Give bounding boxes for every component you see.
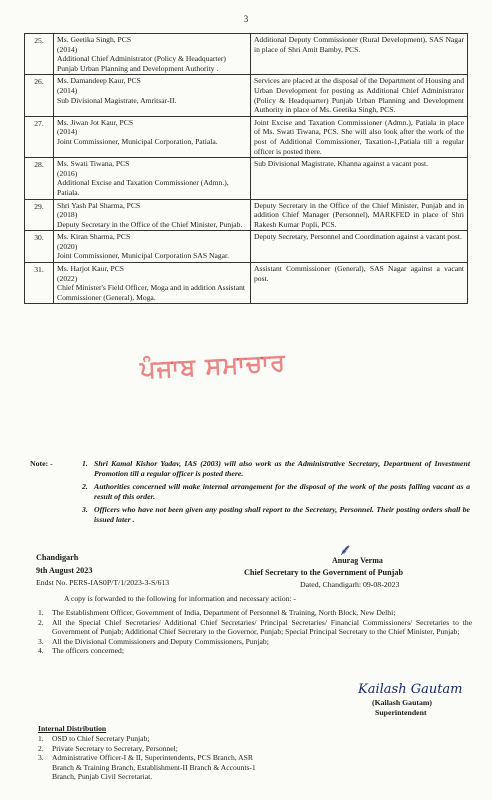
- dated-line: Dated, Chandigarh: 09-08-2023: [300, 580, 400, 589]
- serial-number: 31.: [34, 265, 44, 275]
- officer-line: Additional Chief Administrator (Policy & Headquarter) Punjab Urban Planning and Development Authority .: [57, 54, 226, 73]
- notes-section: [30, 459, 470, 528]
- officer-line: Joint Commissioner, Municipal Corporation, Patiala.: [57, 136, 218, 146]
- table-row: [25, 263, 468, 304]
- notes-label: Note: -: [30, 459, 53, 468]
- table-row: [25, 231, 468, 263]
- table-row: [25, 199, 468, 231]
- distribution-number: 4.: [38, 646, 44, 656]
- officer-line: Deputy Secretary in the Office of the Chief Minister, Punjab.: [57, 219, 243, 229]
- table-row: [25, 34, 468, 75]
- posting-detail: Services are placed at the disposal of the Department of Housing and Urban Development for posting as Additional Chief Administrator (Policy & Headquarter) Punjab Urban Planning and Development Authority in place of Ms. Geetika Singh, PCS.: [254, 76, 464, 115]
- signatory-name: Anurag Verma: [332, 556, 383, 565]
- internal-item: [38, 744, 263, 753]
- officer-line: Ms. Swati Tiwana, PCS: [57, 159, 130, 169]
- superintendent-title: Superintendent: [375, 708, 427, 717]
- table-row: [25, 158, 468, 199]
- note-text: Officers who have not been given any posting shall report to the Secretary, Personnel. Their posting orders shall be issued later .: [94, 505, 470, 524]
- officer-line: Shri Yash Pal Sharma, PCS: [57, 200, 141, 210]
- note-text: Authorities concerned will make internal arrangement for the disposal of the work of the posts falling vacant as a result of this order.: [94, 482, 470, 501]
- superintendent-signature: Kailash Gautam: [358, 682, 463, 697]
- posting-detail: Deputy Secretary, Personnel and Coordination against a vacant post.: [254, 232, 462, 242]
- chief-secretary-signature: ⸙: [338, 540, 351, 559]
- officer-line: Ms. Damandeep Kaur, PCS: [57, 76, 141, 86]
- distribution-item: [38, 618, 472, 637]
- note-number: 2.: [82, 482, 88, 491]
- officer-line: Additional Excise and Taxation Commissioner (Admn.), Patiala.: [57, 178, 229, 197]
- serial-number: 25.: [34, 36, 44, 45]
- officer-line: Chief Minister's Field Officer, Moga and in addition Assistant Commissioner (General), Moga.: [57, 283, 246, 302]
- serial-number: 28.: [34, 160, 44, 170]
- officer-line: (2014): [57, 44, 78, 54]
- officer-line: (2020): [57, 241, 78, 251]
- officer-line: Ms. Jiwan Jot Kaur, PCS: [57, 117, 134, 127]
- note-item: [82, 505, 470, 525]
- internal-number: 2.: [38, 743, 44, 753]
- officer-line: (2014): [57, 127, 78, 137]
- posting-detail: Additional Deputy Commissioner (Rural Development), SAS Nagar in place of Shri Amit Bamby, PCS.: [254, 35, 464, 54]
- serial-number: 29.: [34, 201, 44, 211]
- table-row: [25, 116, 468, 157]
- internal-item: [38, 753, 263, 781]
- posting-detail: Sub Divisional Magistrate, Khanna against a vacant post.: [254, 159, 428, 169]
- officer-line: Ms. Kiran Sharma, PCS: [57, 232, 131, 242]
- posting-detail: Deputy Secretary in the Office of the Chief Minister, Punjab and in addition Chief Manager (Personnel), MARKFED in place of Shri Rakesh Kumar Popli, PCS.: [254, 200, 464, 229]
- page-number: 3: [243, 14, 249, 24]
- internal-number: 3.: [38, 753, 44, 763]
- officer-line: (2014): [57, 85, 78, 95]
- internal-text: Private Secretary to Secretary, Personnel;: [52, 743, 178, 753]
- internal-distribution-title: Internal Distribution: [38, 724, 107, 733]
- endorsement-number: Endst No. PERS-IAS0P/T/1/2023-3-S/613: [36, 578, 170, 587]
- distribution-list: [38, 608, 472, 656]
- internal-distribution: [38, 724, 263, 781]
- posting-detail: Joint Excise and Taxation Commissioner (Admn.), Patiala in place of Ms. Swati Tiwana, PCS. She will also look after the work of the post of Additional Commissioner, Taxation-1,Patiala till a regular officer is posted there.: [254, 117, 464, 156]
- distribution-number: 3.: [38, 636, 44, 646]
- table-row: [25, 75, 468, 116]
- officer-line: Joint Commissioner, Municipal Corporation SAS Nagar.: [57, 251, 230, 261]
- place: Chandigarh: [36, 553, 79, 562]
- internal-text: Administrative Officer-I & II, Superintendents, PCS Branch, ASR Branch & Training Branch, Establishment-II Branch & Accounts-1 Branch, Punjab Civil Secretariat.: [52, 753, 256, 782]
- serial-number: 26.: [34, 77, 44, 87]
- officer-line: (2022): [57, 273, 78, 283]
- serial-number: 30.: [34, 233, 44, 243]
- distribution-item: [38, 646, 472, 656]
- watermark: ਪੰਜਾਬ ਸਮਾਚਾਰ: [139, 348, 287, 384]
- serial-number: 27.: [34, 118, 44, 128]
- copy-intro: A copy is forwarded to the following for information and necessary action: -: [64, 594, 296, 603]
- distribution-item: [38, 608, 472, 618]
- note-number: 3.: [82, 505, 88, 514]
- distribution-text: The Establishment Officer, Government of India, Department of Personnel & Training, North Block, New Delhi;: [52, 608, 396, 617]
- distribution-number: 2.: [38, 617, 44, 627]
- internal-item: [38, 734, 263, 743]
- distribution-text: All the Special Chief Secretaries/ Additional Chief Secretaries/ Principal Secretaries/ Financial Commissioners/ Secretaries to the Government of Punjab; Additional Chief Secretary to the Governor, Punjab; Special Principal Secretary to the Chief Minister, Punjab;: [52, 617, 472, 637]
- distribution-number: 1.: [38, 608, 44, 617]
- postings-table: [24, 33, 468, 304]
- note-item: [82, 459, 470, 479]
- officer-line: Sub Divisional Magistrate, Amritsar-II.: [57, 95, 177, 105]
- officer-line: Ms. Harjot Kaur, PCS: [57, 264, 124, 274]
- posting-detail: Assistant Commissioner (General), SAS Nagar against a vacant post.: [254, 264, 464, 283]
- distribution-text: All the Divisional Commissioners and Deputy Commissioners, Punjab;: [52, 636, 269, 646]
- internal-text: OSD to Chief Secretary Punjab;: [52, 734, 150, 744]
- officer-line: (2018): [57, 210, 78, 220]
- superintendent-name: (Kailash Gautam): [372, 698, 432, 707]
- distribution-item: [38, 637, 472, 647]
- internal-number: 1.: [38, 734, 44, 744]
- note-text: Shri Kamal Kishor Yadav, IAS (2003) will also work as the Administrative Secretary, Department of Investment Promotion till a regular officer is posted there.: [94, 459, 470, 478]
- signatory-title: Chief Secretary to the Government of Punjab: [244, 568, 404, 577]
- note-item: [82, 482, 470, 502]
- officer-line: Ms. Geetika Singh, PCS: [57, 35, 132, 44]
- order-date: 9th August 2023: [36, 566, 93, 575]
- note-number: 1.: [82, 459, 88, 468]
- officer-line: (2016): [57, 168, 78, 178]
- distribution-text: The officers concerned;: [52, 646, 124, 656]
